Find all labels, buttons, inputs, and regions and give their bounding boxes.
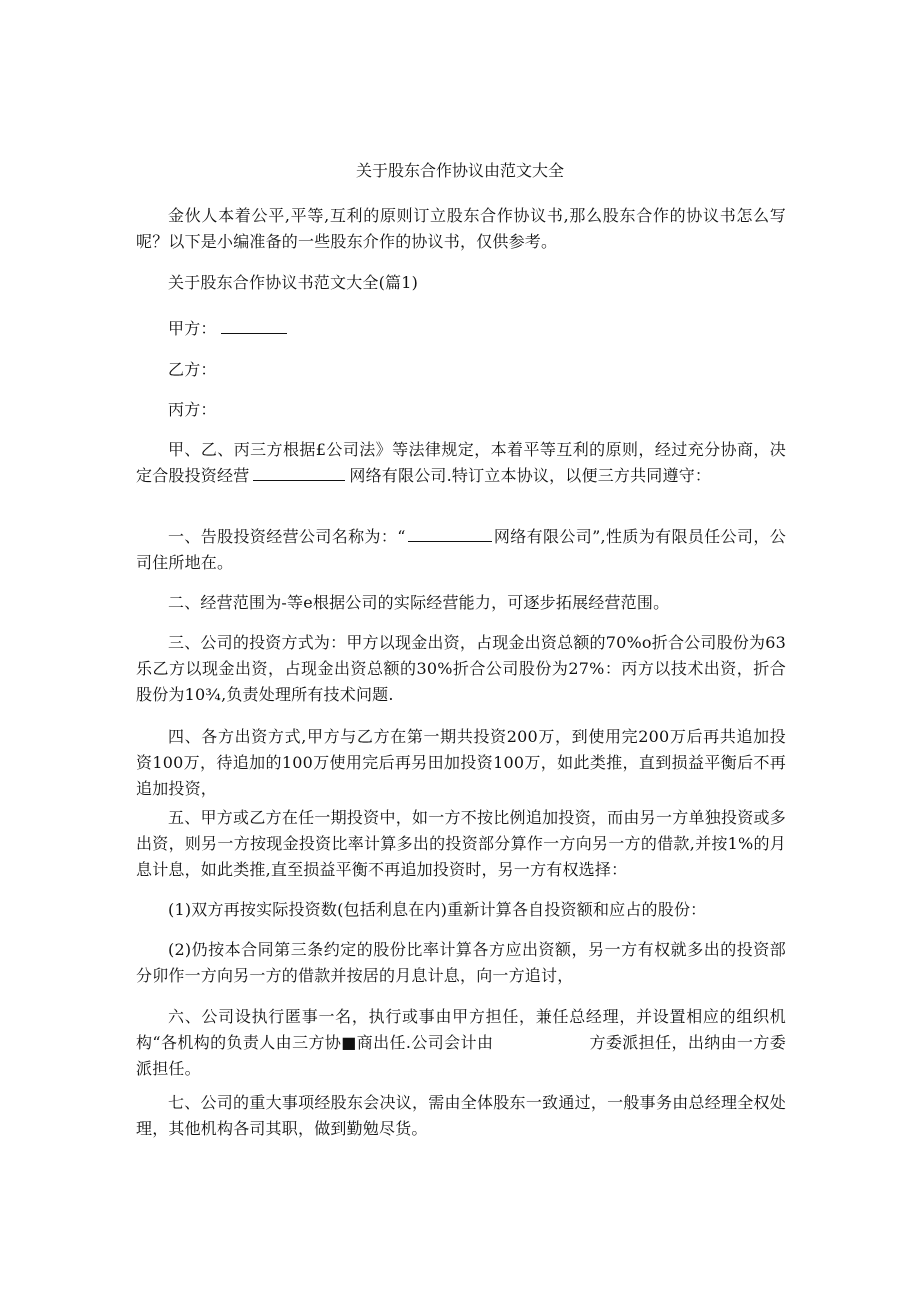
preamble-before: 甲、乙、丙三方根据£公司法》等法律规定，本着平等互利的原则，经过充分协商，决定合股投资经营 xyxy=(136,440,786,485)
party-a-label: 甲方： xyxy=(168,319,217,338)
clause-7: 七、公司的重大事项经股东会决议，需由全体股东一致通过，一般事务由总经理全权处理，其他机构各司其职，做到勤勉尽货。 xyxy=(136,1093,786,1138)
option-2: (2)仍按本合同第三条约定的股份比率计算各方应出资额，另一方有权就多出的投资部分卯作一方向另一方的借款并按居的月息计息，向一方追讨， xyxy=(136,940,786,985)
page-title: 关于股东合作协议由范文大全 xyxy=(355,161,564,180)
option-1: (1)双方再按实际投资数(包括利息在内)重新计算各自投资额和应占的股份： xyxy=(168,900,707,919)
intro-paragraph: 金伙人本着公平,平等,互利的原则订立股东合作协议书,那么股东合作的协议书怎么写呢？以下是小编准备的一些股东介作的协议书，仅供参考。 xyxy=(136,206,786,251)
clause-5: 五、甲方或乙方在任一期投资中，如一方不按比例追加投资，而由另一方单独投资或多出资，则另一方按现金投资比率计算多出的投资部分算作一方向另一方的借款,并按1%的月息计息，如此类推,直至损益平衡不再追加投资时，另一方有权选择： xyxy=(136,808,786,879)
party-c-line: 丙方： xyxy=(168,400,217,419)
party-b-line: 乙方： xyxy=(168,360,217,379)
clause-2: 二、经营范围为-等e根据公司的实际经营能力，可逐步拓展经营范围。 xyxy=(168,593,670,612)
clause-1-after: 网络有限公司”,性质为有限员任公司，公司住所地在。 xyxy=(136,527,786,572)
clause-1 xyxy=(136,524,786,576)
clause-6-before: 六、公司设执行匿事一名，执行或事由甲方担任，兼任总经理，并设置相应的组织机构“各机构的负责人由三方协■商出任.公司会计由 xyxy=(136,1007,786,1052)
clause-1-before: 一、告股投资经营公司名称为：“ xyxy=(168,527,406,546)
party-a-blank xyxy=(221,317,287,334)
clause-6-after: 方委派担任，出纳由一方委派担任。 xyxy=(136,1033,786,1078)
section-title: 关于股东合作协议书范文大全(篇1) xyxy=(168,273,419,292)
preamble-after: 网络有限公司.特订立本协议，以便三方共同遵守： xyxy=(349,466,712,485)
clause-6 xyxy=(136,1004,786,1082)
clause-1-blank xyxy=(408,525,492,542)
preamble-paragraph xyxy=(136,437,786,489)
clause-4: 四、各方出资方式,甲方与乙方在第一期共投资200万，到使用完200万后再共追加投资100万，待追加的100万使用完后再另田加投资100万，如此类推，直到损益平衡后不再追加投资， xyxy=(136,727,786,798)
clause-3: 三、公司的投资方式为：甲方以现金出资，占现金出资总额的70%o折合公司股份为63乐乙方以现金出资，占现金出资总额的30%折合公司股份为27%：丙方以技术出资，折合股份为10¾,负责处理所有技术问题. xyxy=(136,633,786,704)
company-name-blank xyxy=(253,464,345,481)
party-a-line xyxy=(136,316,786,342)
